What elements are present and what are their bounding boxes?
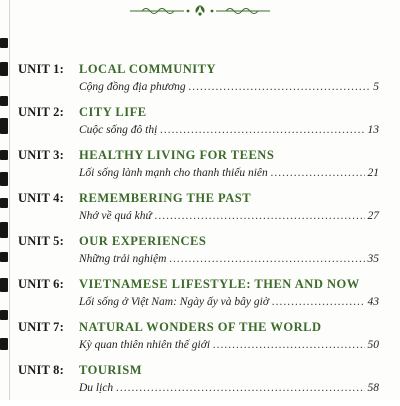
page-number: 43 — [367, 296, 379, 308]
unit-subtitle: Lối sống lành mạnh cho thanh thiếu niên — [79, 167, 268, 179]
dot-leader — [272, 296, 365, 308]
page-number: 27 — [367, 210, 379, 222]
toc-entry-unit-4[interactable] — [18, 191, 380, 234]
toc-subtitle-row — [79, 296, 379, 314]
toc-unit-row — [18, 234, 380, 254]
unit-number: UNIT 7: — [18, 320, 64, 334]
toc-subtitle-row — [79, 339, 379, 357]
unit-title: CITY LIFE — [79, 105, 147, 119]
page-number: 50 — [367, 339, 379, 351]
page-number: 5 — [373, 81, 379, 93]
edge-mark — [0, 252, 8, 262]
unit-subtitle: Cuộc sống đô thị — [79, 124, 158, 136]
unit-number: UNIT 6: — [18, 277, 64, 291]
toc-subtitle-row — [79, 124, 379, 142]
toc-subtitle-row — [79, 382, 379, 400]
toc-unit-row — [18, 363, 380, 383]
unit-title: NATURAL WONDERS OF THE WORLD — [79, 320, 322, 334]
page-number: 21 — [367, 167, 379, 179]
floral-divider-icon — [120, 2, 280, 18]
unit-number: UNIT 3: — [18, 148, 64, 162]
unit-title: REMEMBERING THE PAST — [79, 191, 252, 205]
edge-mark — [0, 38, 8, 48]
binding-line — [9, 0, 10, 400]
unit-title: OUR EXPERIENCES — [79, 234, 207, 248]
dot-leader — [271, 167, 365, 179]
unit-subtitle: Những trải nghiệm — [79, 253, 167, 265]
toc-unit-row — [18, 320, 380, 340]
edge-mark — [0, 172, 8, 186]
edge-mark — [0, 198, 8, 208]
edge-mark — [0, 62, 8, 76]
toc-unit-row — [18, 191, 380, 211]
unit-subtitle: Cộng đồng địa phương — [79, 81, 186, 93]
edge-mark — [0, 338, 8, 350]
edge-mark — [0, 222, 8, 238]
dot-leader — [213, 339, 364, 351]
unit-title: LOCAL COMMUNITY — [79, 62, 217, 76]
unit-number: UNIT 1: — [18, 62, 64, 76]
edge-mark — [0, 150, 8, 160]
unit-subtitle: Du lịch — [79, 382, 114, 394]
dot-leader — [169, 253, 364, 265]
unit-title: VIETNAMESE LIFESTYLE: THEN AND NOW — [79, 277, 360, 291]
toc-unit-row — [18, 62, 380, 82]
toc-unit-row — [18, 148, 380, 168]
dot-leader — [160, 124, 364, 136]
page-number: 35 — [367, 253, 379, 265]
binding-edge — [0, 0, 14, 400]
unit-number: UNIT 5: — [18, 234, 64, 248]
edge-mark — [0, 310, 8, 320]
page-number: 13 — [367, 124, 379, 136]
toc-entry-unit-2[interactable] — [18, 105, 380, 148]
toc-entry-unit-1[interactable] — [18, 62, 380, 105]
dot-leader — [155, 210, 365, 222]
unit-subtitle: Kỳ quan thiên nhiên thế giới — [79, 339, 211, 351]
unit-title: TOURISM — [79, 363, 143, 377]
unit-title: HEALTHY LIVING FOR TEENS — [79, 148, 275, 162]
toc-subtitle-row — [79, 81, 379, 99]
toc-subtitle-row — [79, 253, 379, 271]
edge-mark — [0, 96, 8, 106]
unit-subtitle: Nhớ về quá khứ — [79, 210, 152, 222]
toc-subtitle-row — [79, 210, 379, 228]
table-of-contents — [18, 62, 380, 406]
unit-number: UNIT 8: — [18, 363, 64, 377]
toc-unit-row — [18, 105, 380, 125]
unit-subtitle: Lối sống ở Việt Nam: Ngày ấy và bây giờ — [79, 296, 269, 308]
toc-subtitle-row — [79, 167, 379, 185]
unit-number: UNIT 2: — [18, 105, 64, 119]
edge-mark — [0, 118, 8, 134]
unit-number: UNIT 4: — [18, 191, 64, 205]
toc-entry-unit-3[interactable] — [18, 148, 380, 191]
toc-entry-unit-5[interactable] — [18, 234, 380, 277]
dot-leader — [116, 382, 364, 394]
dot-leader — [189, 81, 371, 93]
page-number: 58 — [367, 382, 379, 394]
toc-unit-row — [18, 277, 380, 297]
toc-entry-unit-7[interactable] — [18, 320, 380, 363]
toc-entry-unit-6[interactable] — [18, 277, 380, 320]
edge-mark — [0, 278, 8, 292]
